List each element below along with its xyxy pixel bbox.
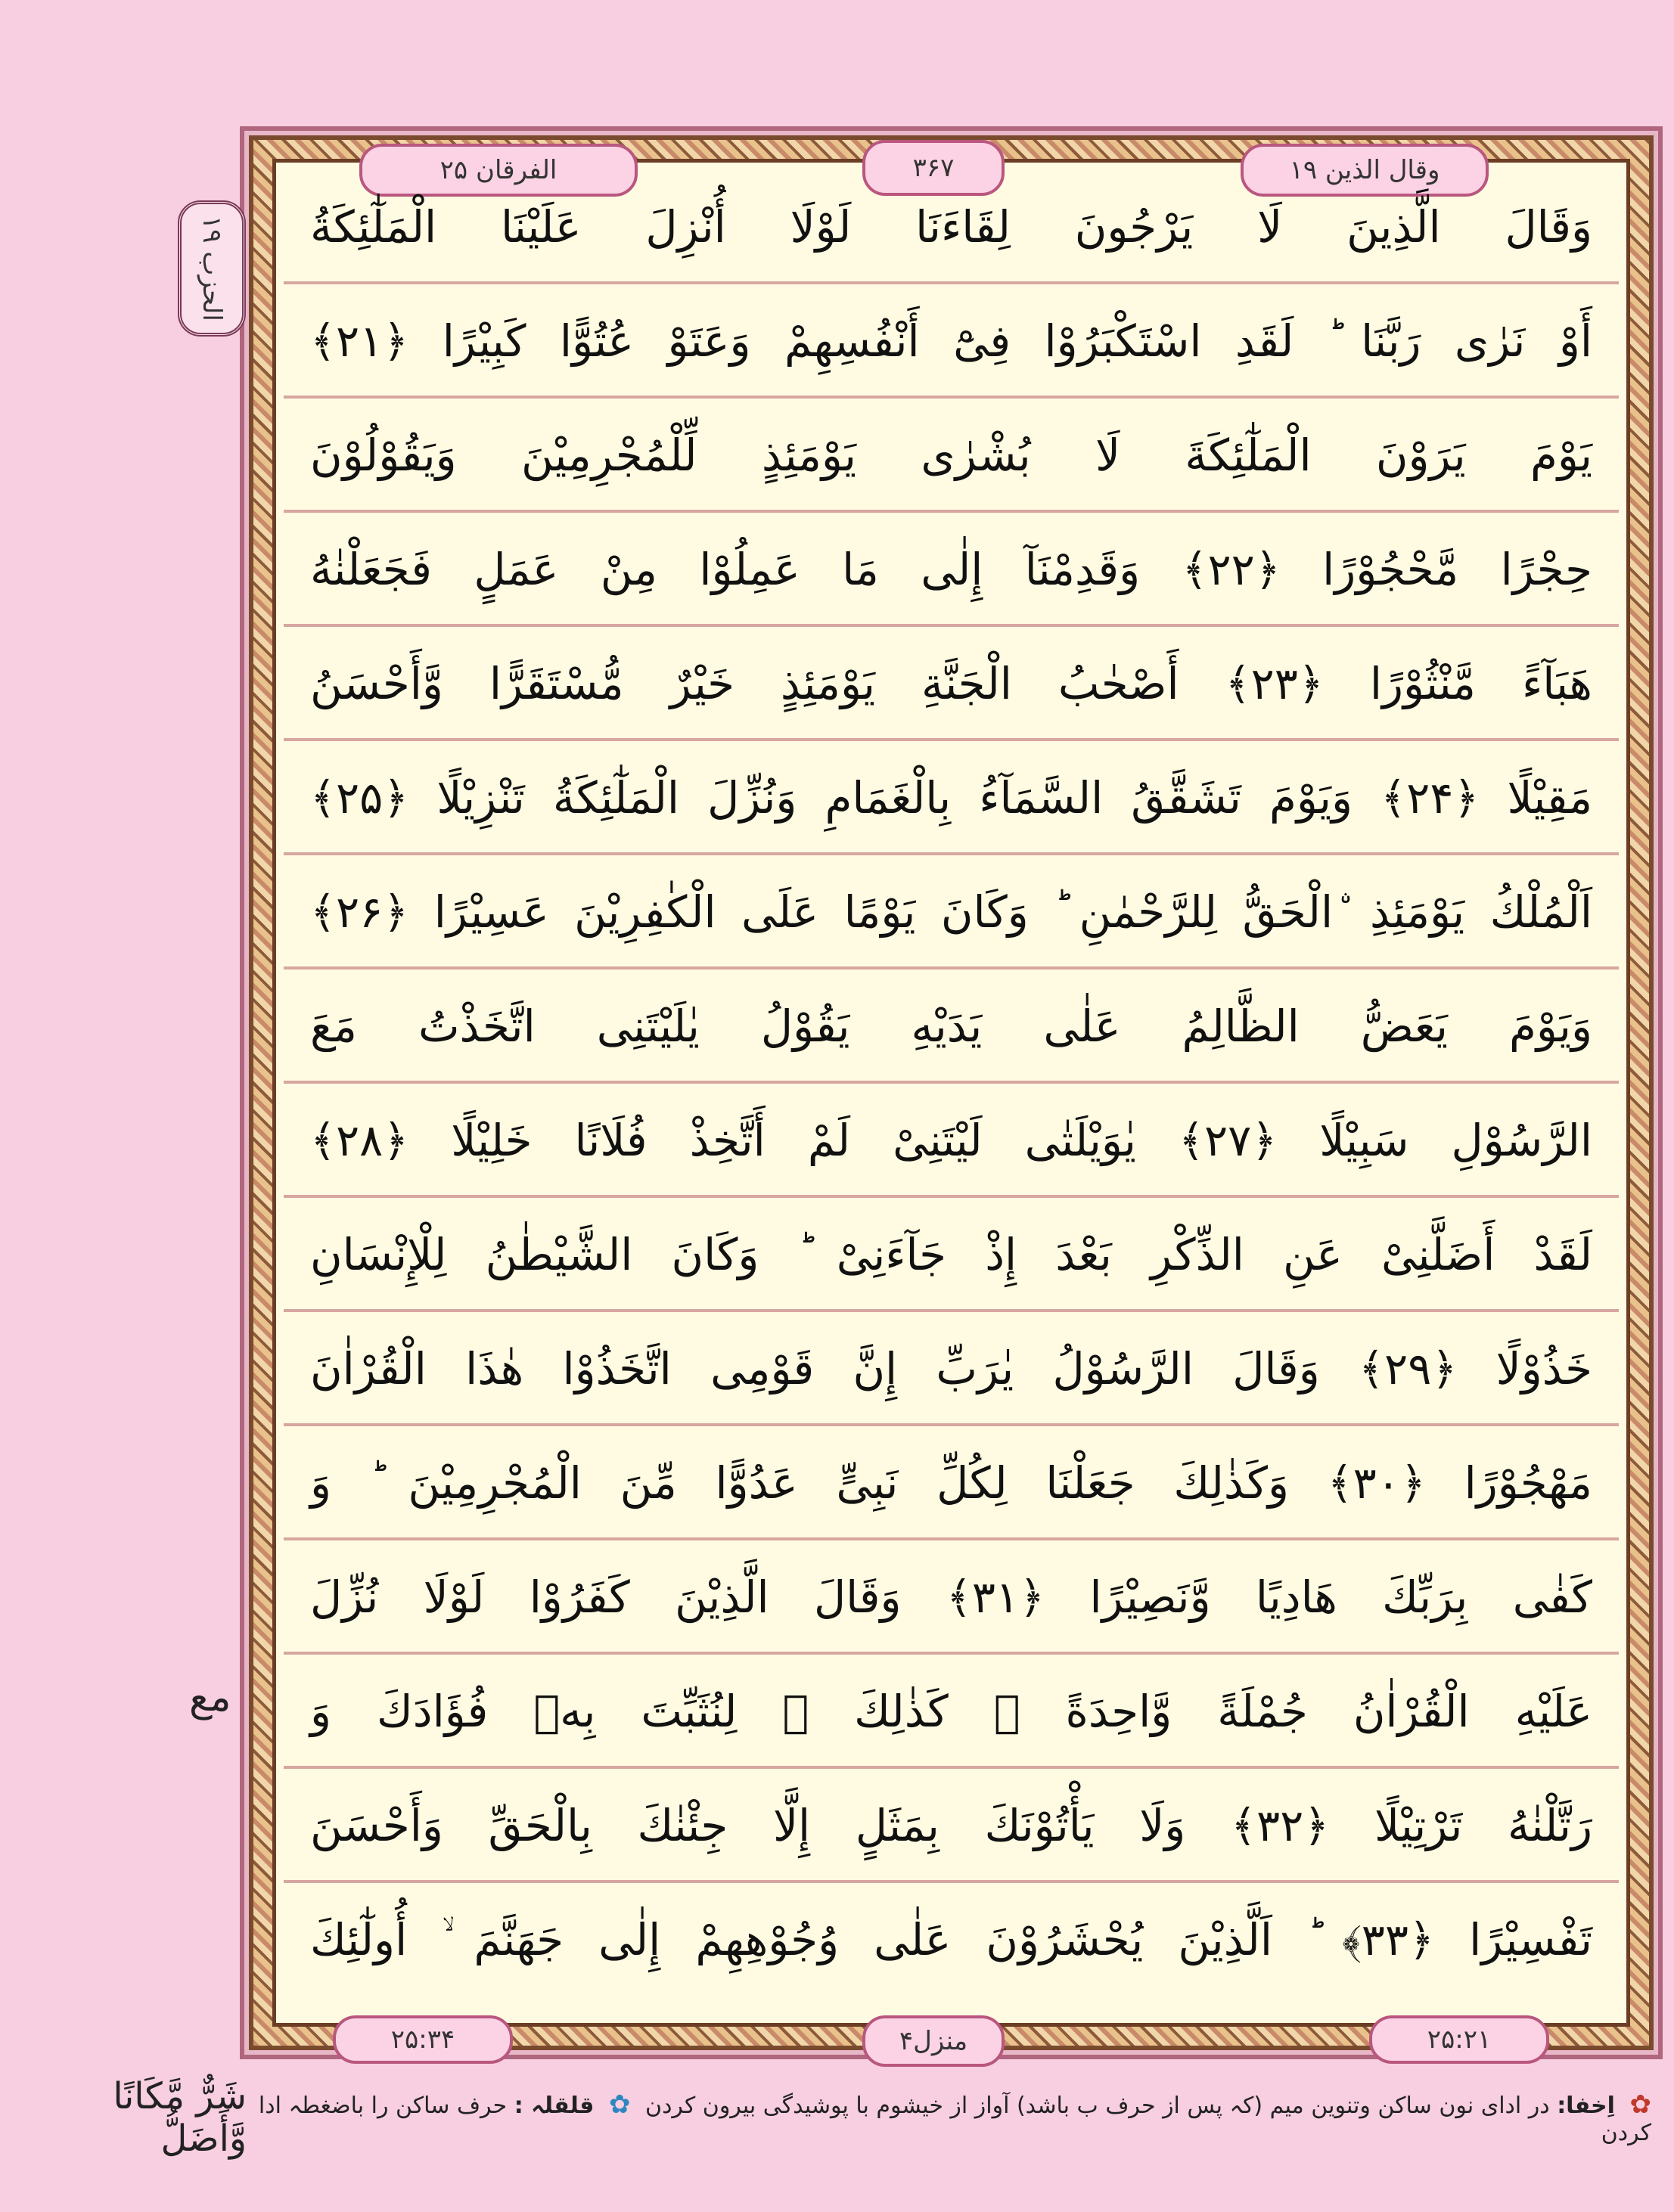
qalqala-label: قلقلہ : <box>514 2092 595 2119</box>
verse-line: رَتَّلْنٰهُ تَرْتِيْلًا ﴿۳۲﴾ وَلَا يَأْتُوْنَكَ بِمَثَلٍ إِلَّا جِئْنٰكَ بِالْحَقِّ وَأَحْسَنَ <box>284 1769 1619 1883</box>
verse-line: الرَّسُوْلِ سَبِيْلًا ﴿۲۷﴾ يٰوَيْلَتٰى لَيْتَنِیْ لَمْ أَتَّخِذْ فُلَانًا خَلِيْلًا ﴿۲۸﴾ <box>284 1084 1619 1198</box>
footer-ayah-start: ۲۵:۲۱ <box>1369 2015 1549 2064</box>
header-surah-tab: وقال الذین ۱۹ <box>1241 144 1489 197</box>
footer-manzil: منزل۴ <box>862 2015 1005 2067</box>
ikhfa-text: در ادای نون ساکن وتنوین میم (کہ پس از حرف ب باشد) آواز از خیشوم با پوشیدگی بیرون کردن <box>645 2092 1550 2119</box>
verse-line: وَقَالَ الَّذِينَ لَا يَرْجُونَ لِقَاءَنَا لَوْلَا أُنْزِلَ عَلَيْنَا الْمَلٰٓئِكَةُ <box>284 170 1619 284</box>
footer-ayah-end: ۲۵:۳۴ <box>333 2015 513 2064</box>
verse-line: هَبَآءً مَّنْثُوْرًا ﴿۲۳﴾ أَصْحٰبُ الْجَنَّةِ يَوْمَئِذٍ خَيْرٌ مُّسْتَقَرًّا وَّأَحْسَنُ <box>284 627 1619 741</box>
verse-line: عَلَيْهِ الْقُرْاٰنُ جُمْلَةً وَّاحِدَةً ۛ كَذٰلِكَ ۛ لِنُثَبِّتَ بِهٖ فُؤَادَكَ وَ <box>284 1655 1619 1769</box>
verse-line: يَوْمَ يَرَوْنَ الْمَلٰٓئِكَةَ لَا بُشْرٰى يَوْمَئِذٍ لِّلْمُجْرِمِيْنَ وَيَقُوْلُوْنَ <box>284 399 1619 513</box>
verse-line: اَلْمُلْكُ يَوْمَئِذِ ۨالْحَقُّ لِلرَّحْمٰنِ ؕ وَكَانَ يَوْمًا عَلَى الْكٰفِرِيْنَ عَسِيْرًا ﴿۲۶﴾ <box>284 855 1619 969</box>
verse-line: خَذُوْلًا ﴿۲۹﴾ وَقَالَ الرَّسُوْلُ يٰرَبِّ إِنَّ قَوْمِی اتَّخَذُوْا هٰذَا الْقُرْاٰنَ <box>284 1312 1619 1426</box>
verse-line: تَفْسِيْرًا ﴿۳۳﴾ ؕ اَلَّذِيْنَ يُحْشَرُوْنَ عَلٰى وُجُوْهِهِمْ إِلٰى جَهَنَّمَ ۙ أُولٰٓئِكَ <box>310 1914 1592 1965</box>
flower-icon: ✿ <box>608 2089 631 2120</box>
ruku-margin-mark: مع <box>189 1675 231 1720</box>
verse-line: حِجْرًا مَّحْجُوْرًا ﴿۲۲﴾ وَقَدِمْنَآ إِلٰى مَا عَمِلُوْا مِنْ عَمَلٍ فَجَعَلْنٰهُ <box>284 513 1619 627</box>
verse-line: أَوْ نَرٰى رَبَّنَا ؕ لَقَدِ اسْتَكْبَرُوْا فِیْٓ أَنْفُسِهِمْ وَعَتَوْ عُتُوًّا كَبِيْرًا ﴿۲۱﴾ <box>284 284 1619 399</box>
flower-icon: ✿ <box>1629 2089 1651 2120</box>
verse-line: وَيَوْمَ يَعَضُّ الظَّالِمُ عَلٰى يَدَيْهِ يَقُوْلُ يٰلَيْتَنِى اتَّخَذْتُ مَعَ <box>284 969 1619 1084</box>
verse-lines <box>284 170 1619 2015</box>
qalqala-text: حرف ساکن را باضغطہ ادا کردن <box>258 2092 1651 2146</box>
verse-line: كَفٰى بِرَبِّكَ هَادِيًا وَّنَصِيْرًا ﴿۳۱﴾ وَقَالَ الَّذِيْنَ كَفَرُوْا لَوْلَا نُزِّلَ <box>284 1540 1619 1655</box>
tajweed-example: شَرٌّ مَّكَانًا وَّأَضَلُّ <box>113 2075 247 2160</box>
ikhfa-label: اِخفا: <box>1557 2092 1615 2119</box>
header-juz-tab: الفرقان ۲۵ <box>359 144 638 197</box>
tajweed-rules <box>247 2089 1651 2146</box>
verse-line: لَقَدْ أَضَلَّنِیْ عَنِ الذِّكْرِ بَعْدَ إِذْ جَآءَنِیْ ؕ وَكَانَ الشَّيْطٰنُ لِلْإِنْسَانِ <box>284 1198 1619 1312</box>
verse-line: مَهْجُوْرًا ﴿۳۰﴾ وَكَذٰلِكَ جَعَلْنَا لِكُلِّ نَبِیٍّ عَدُوًّا مِّنَ الْمُجْرِمِيْنَ ؕ وَ <box>284 1426 1619 1540</box>
tajweed-note <box>0 2075 1674 2160</box>
verse-line: مَقِيْلًا ﴿۲۴﴾ وَيَوْمَ تَشَقَّقُ السَّمَآءُ بِالْغَمَامِ وَنُزِّلَ الْمَلٰٓئِكَةُ تَنْزِيْلًا ﴿۲۵﴾ <box>284 741 1619 855</box>
header-page-number: ۳۶۷ <box>862 140 1005 196</box>
hizb-marker: الحزب ۱۹ <box>178 200 246 337</box>
